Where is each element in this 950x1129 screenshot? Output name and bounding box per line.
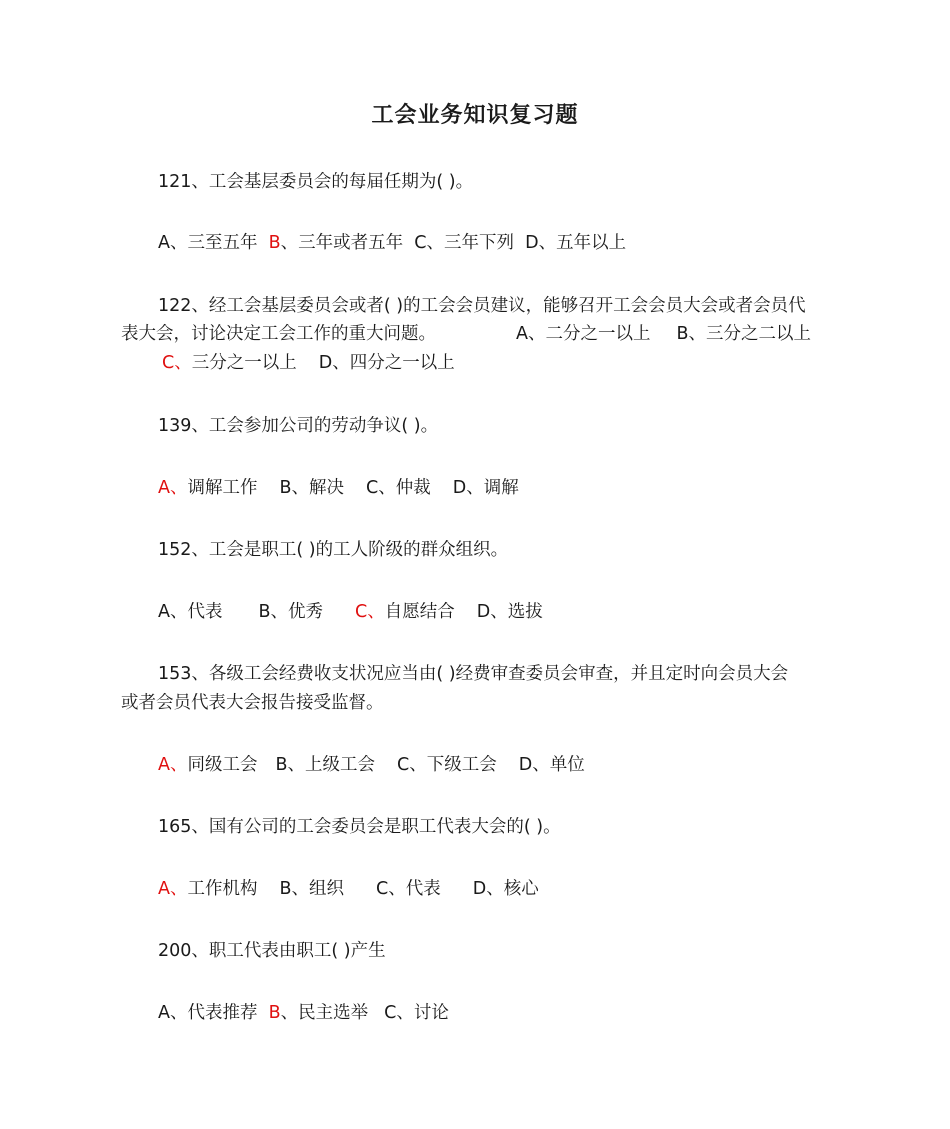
question-139: 139、工会参加公司的劳动争议( )。: [158, 416, 439, 436]
option-d: D、五年以上: [525, 233, 627, 253]
option-c: C、讨论: [384, 1003, 449, 1023]
options-152: [121, 600, 543, 624]
page-title: 工会业务知识复习题: [371, 103, 579, 128]
answer-mark: 、: [367, 602, 385, 622]
option-c: [174, 353, 297, 373]
option-d: D、四分之一以上: [318, 353, 455, 373]
options-153: [121, 753, 585, 777]
option-b: 、三年或者五年: [280, 233, 404, 253]
option-a: A、代表: [158, 602, 223, 622]
option-c: C、仲裁: [366, 478, 431, 498]
answer-mark: 、: [169, 879, 188, 899]
option-a: A、代表推荐: [158, 1003, 258, 1023]
question-122-line1: 122、经工会基层委员会或者( )的工会会员建议，能够召开工会会员大会或者会员代: [158, 296, 806, 316]
options-165: [121, 877, 539, 901]
option-c: C、三年下列: [414, 233, 515, 253]
answer-letter: A: [158, 755, 170, 775]
answer-letter: B: [268, 1003, 281, 1023]
options-139: [121, 476, 519, 500]
option-a: A、三至五年: [158, 233, 258, 253]
option-c: [367, 602, 455, 622]
option-b: B、解决: [279, 478, 344, 498]
option-b: B、组织: [279, 879, 344, 899]
answer-letter: C: [162, 353, 175, 373]
option-b: B、优秀: [258, 602, 323, 622]
option-text: 调解工作: [187, 478, 258, 498]
option-text: 自愿结合: [384, 602, 455, 622]
option-c: C、下级工会: [397, 755, 497, 775]
option-text: 同级工会: [187, 755, 258, 775]
option-a: [170, 755, 258, 775]
question-121: 121、工会基层委员会的每届任期为( )。: [158, 172, 474, 192]
option-b: B、上级工会: [275, 755, 375, 775]
option-d: D、调解: [452, 478, 519, 498]
option-b: 、民主选举: [280, 1003, 369, 1023]
question-122-text: 表大会，讨论决定工会工作的重大问题。: [121, 324, 436, 344]
option-c: C、代表: [376, 879, 441, 899]
question-152: 152、工会是职工( )的工人阶级的群众组织。: [158, 540, 509, 560]
option-d: D、选拔: [476, 602, 543, 622]
option-a: [170, 879, 258, 899]
answer-letter: A: [158, 478, 170, 498]
question-153-line2: 或者会员代表大会报告接受监督。: [121, 693, 384, 713]
options-121: [121, 231, 626, 255]
option-text: 三分之一以上: [191, 353, 297, 373]
option-a: A、二分之一以上: [516, 324, 651, 344]
options-122-line3: [162, 351, 455, 375]
answer-mark: 、: [169, 478, 188, 498]
answer-letter: A: [158, 879, 170, 899]
option-d: D、单位: [518, 755, 585, 775]
question-122-line2: [121, 322, 811, 346]
answer-letter: B: [268, 233, 281, 253]
option-text: 工作机构: [187, 879, 258, 899]
option-d: D、核心: [472, 879, 539, 899]
question-153-line1: 153、各级工会经费收支状况应当由( )经费审查委员会审查，并且定时向会员大会: [158, 664, 789, 684]
option-b: B、三分之二以上: [676, 324, 811, 344]
question-165: 165、国有公司的工会委员会是职工代表大会的( )。: [158, 817, 561, 837]
option-a: [170, 478, 258, 498]
answer-letter: C: [355, 602, 368, 622]
answer-mark: 、: [169, 755, 188, 775]
question-200: 200、职工代表由职工( )产生: [158, 941, 386, 961]
options-200: [121, 1001, 449, 1025]
answer-mark: 、: [174, 353, 192, 373]
